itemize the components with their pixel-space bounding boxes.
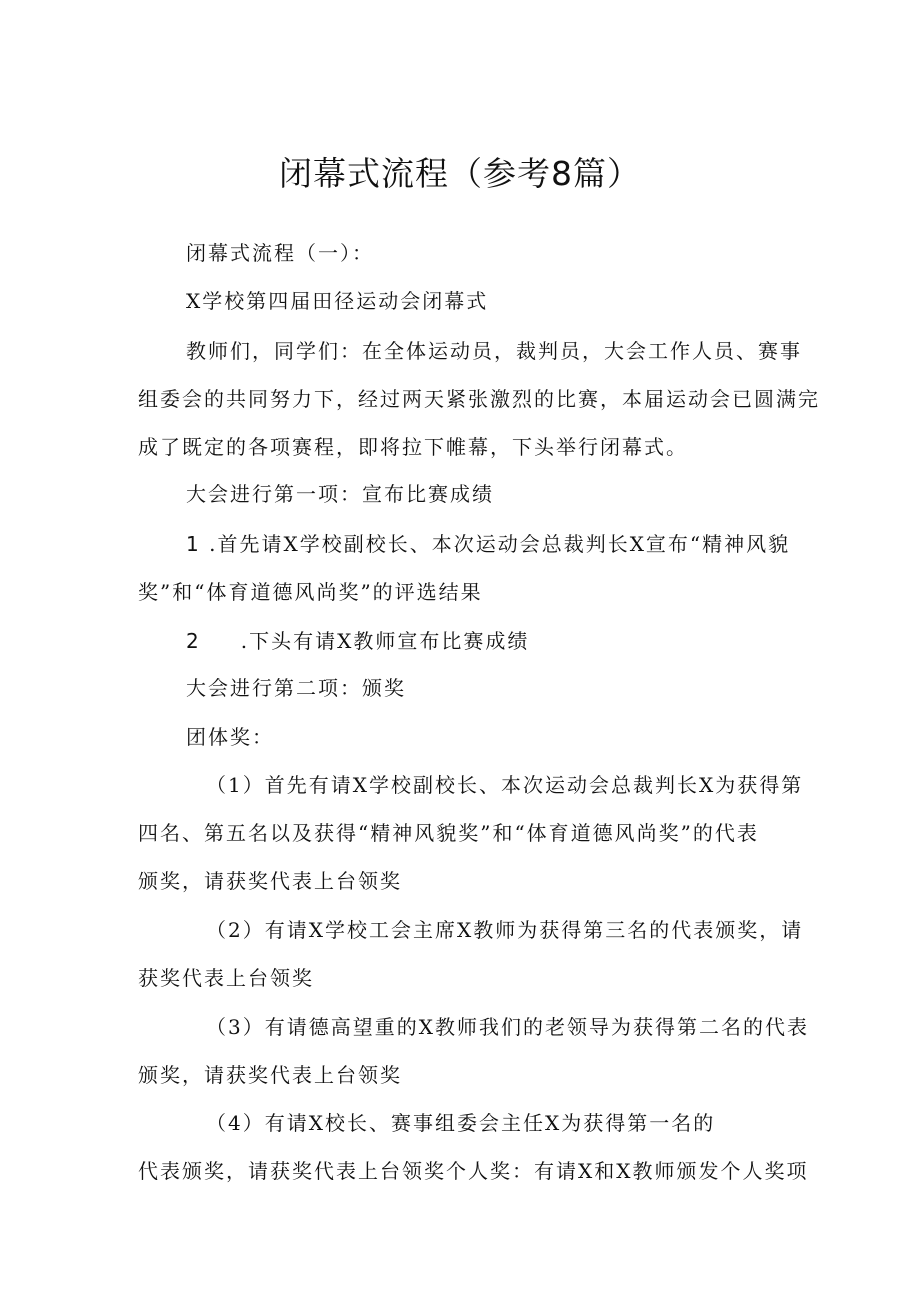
paragraph-award-3 — [138, 1003, 809, 1099]
text-line-content: .下头有请X教师宣布比赛成绩 — [240, 629, 530, 653]
text-line — [138, 617, 790, 665]
text-line: 代表颁奖，请获奖代表上台领奖个人奖：有请X和X教师颁发个人奖项 — [138, 1159, 809, 1183]
text-line: 获奖代表上台领奖 — [138, 966, 314, 990]
text-line: 组委会的共同努力下，经过两天紧张激烈的比赛，本届运动会已圆满完 — [138, 387, 820, 411]
paragraph-award-1 — [138, 761, 804, 905]
text-line: 闭幕式流程（一）： — [186, 241, 374, 265]
paragraph-step-2 — [138, 617, 790, 665]
paragraph-award-4 — [138, 1099, 809, 1195]
text-line: （2）有请X学校工会主席X教师为获得第三名的代表颁奖，请 — [206, 918, 804, 942]
paragraph-heading-one — [138, 229, 790, 277]
paragraph-item-two — [138, 664, 790, 712]
text-line: X学校第四届田径运动会闭幕式 — [186, 289, 489, 313]
text-line: 奖”和“体育道德风尚奖”的评选结果 — [138, 580, 483, 604]
text-line: 大会进行第一项：宣布比赛成绩 — [186, 482, 494, 506]
list-number: 2 — [186, 629, 201, 653]
paragraph-team-award — [138, 713, 790, 761]
text-line — [138, 520, 790, 568]
text-line: 颁奖，请获奖代表上台领奖 — [138, 869, 402, 893]
text-line: 成了既定的各项赛程，即将拉下帷幕，下头举行闭幕式。 — [138, 435, 688, 459]
paragraph-opening-speech — [138, 327, 820, 471]
text-line: 大会进行第二项：颁奖 — [186, 676, 406, 700]
text-line: （3）有请德高望重的X教师我们的老领导为获得第二名的代表 — [206, 1015, 809, 1039]
text-line-content: .首先请X学校副校长、本次运动会总裁判长X宣布“精神风貌 — [209, 532, 791, 556]
text-line: （1）首先有请X学校副校长、本次运动会总裁判长X为获得第 — [206, 773, 804, 797]
text-line: 四名、第五名以及获得“精神风貌奖”和“体育道德风尚奖”的代表 — [138, 821, 759, 845]
paragraph-event-name — [138, 277, 790, 325]
text-line: （4）有请X校长、赛事组委会主任X为获得第一名的 — [206, 1111, 716, 1135]
paragraph-item-one — [138, 470, 790, 518]
text-line: 教师们，同学们：在全体运动员，裁判员，大会工作人员、赛事 — [186, 339, 802, 363]
paragraph-award-2 — [138, 906, 804, 1002]
text-line: 颁奖，请获奖代表上台领奖 — [138, 1063, 402, 1087]
paragraph-step-1 — [138, 520, 790, 616]
text-line: 团体奖： — [186, 725, 274, 749]
document-title: 闭幕式流程（参考8篇） — [279, 154, 641, 193]
list-number: 1 — [186, 532, 201, 556]
